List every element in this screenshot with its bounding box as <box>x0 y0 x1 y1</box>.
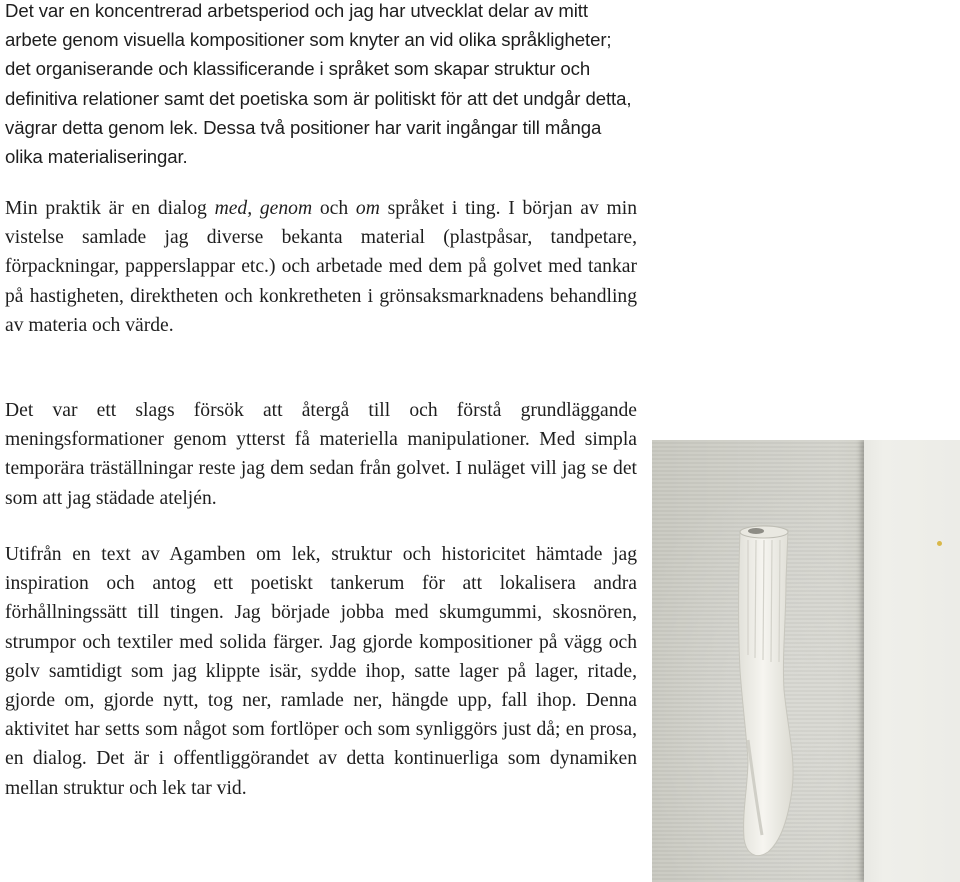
paragraph-2-italic-med-genom: med, genom <box>214 198 313 219</box>
paragraph-1: Det var en koncentrerad arbetsperiod och jag har utvecklat delar av mitt arbete genom visuella kompositioner som knyter an vid olika språkligheter; det organiserande och klassificerande i språket som skapar struktur och definitiva relationer samt det poetiska som är politiskt för att det undgår detta, vägrar detta genom lek. Dessa två positioner har varit ingångar till många olika materialiseringar. <box>5 0 632 168</box>
paragraph-2-text-c: och <box>312 198 356 219</box>
sock-opening-inner <box>748 528 764 534</box>
sock-shape <box>739 526 794 856</box>
sock-opening <box>740 526 788 538</box>
sock-image <box>652 440 960 882</box>
paragraph-3: Det var ett slags försök att återgå till och förstå grundläggande meningsformationer genom ytterst få materiella manipulationer. Med simpla temporära träställningar reste jag dem sedan från golvet. I nuläget vill jag se det som att jag städade ateljén. <box>5 400 637 509</box>
paragraph-2 <box>5 194 637 340</box>
paragraph-2-italic-om: om <box>355 198 380 219</box>
sock-photograph <box>652 440 960 882</box>
paragraph-2-text-e: språket i ting. I början av min vistelse samlade jag diverse bekanta material (plastpåsar, tandpetare, förpackningar, papperslappar etc.) och arbetade med dem på golvet med tankar på hastigheten, direktheten och konkretheten i grönsaksmarknadens behandling av materia och värde. <box>5 198 637 336</box>
paragraph-2-text-a: Min praktik är en dialog <box>5 198 215 219</box>
paragraph-4: Utifrån en text av Agamben om lek, struktur och historicitet hämtade jag inspiration och antog ett poetiskt tankerum för att lokalisera andra förhållningssätt till tingen. Jag började jobba med skumgummi, skosnören, strumpor och textiler med solida färger. Jag gjorde kompositioner på vägg och golv samtidigt som jag klippte isär, sydde ihop, satte lager på lager, ritade, gjorde om, gjorde nytt, tog ner, ramlade ner, hängde upp, fall ihop. Denna aktivitet har setts som något som fortlöper och som synliggörs just då; en prosa, en dialog. Det är i offentliggörandet av detta kontinuerliga som dynamiken mellan struktur och lek tar vid. <box>5 544 637 799</box>
